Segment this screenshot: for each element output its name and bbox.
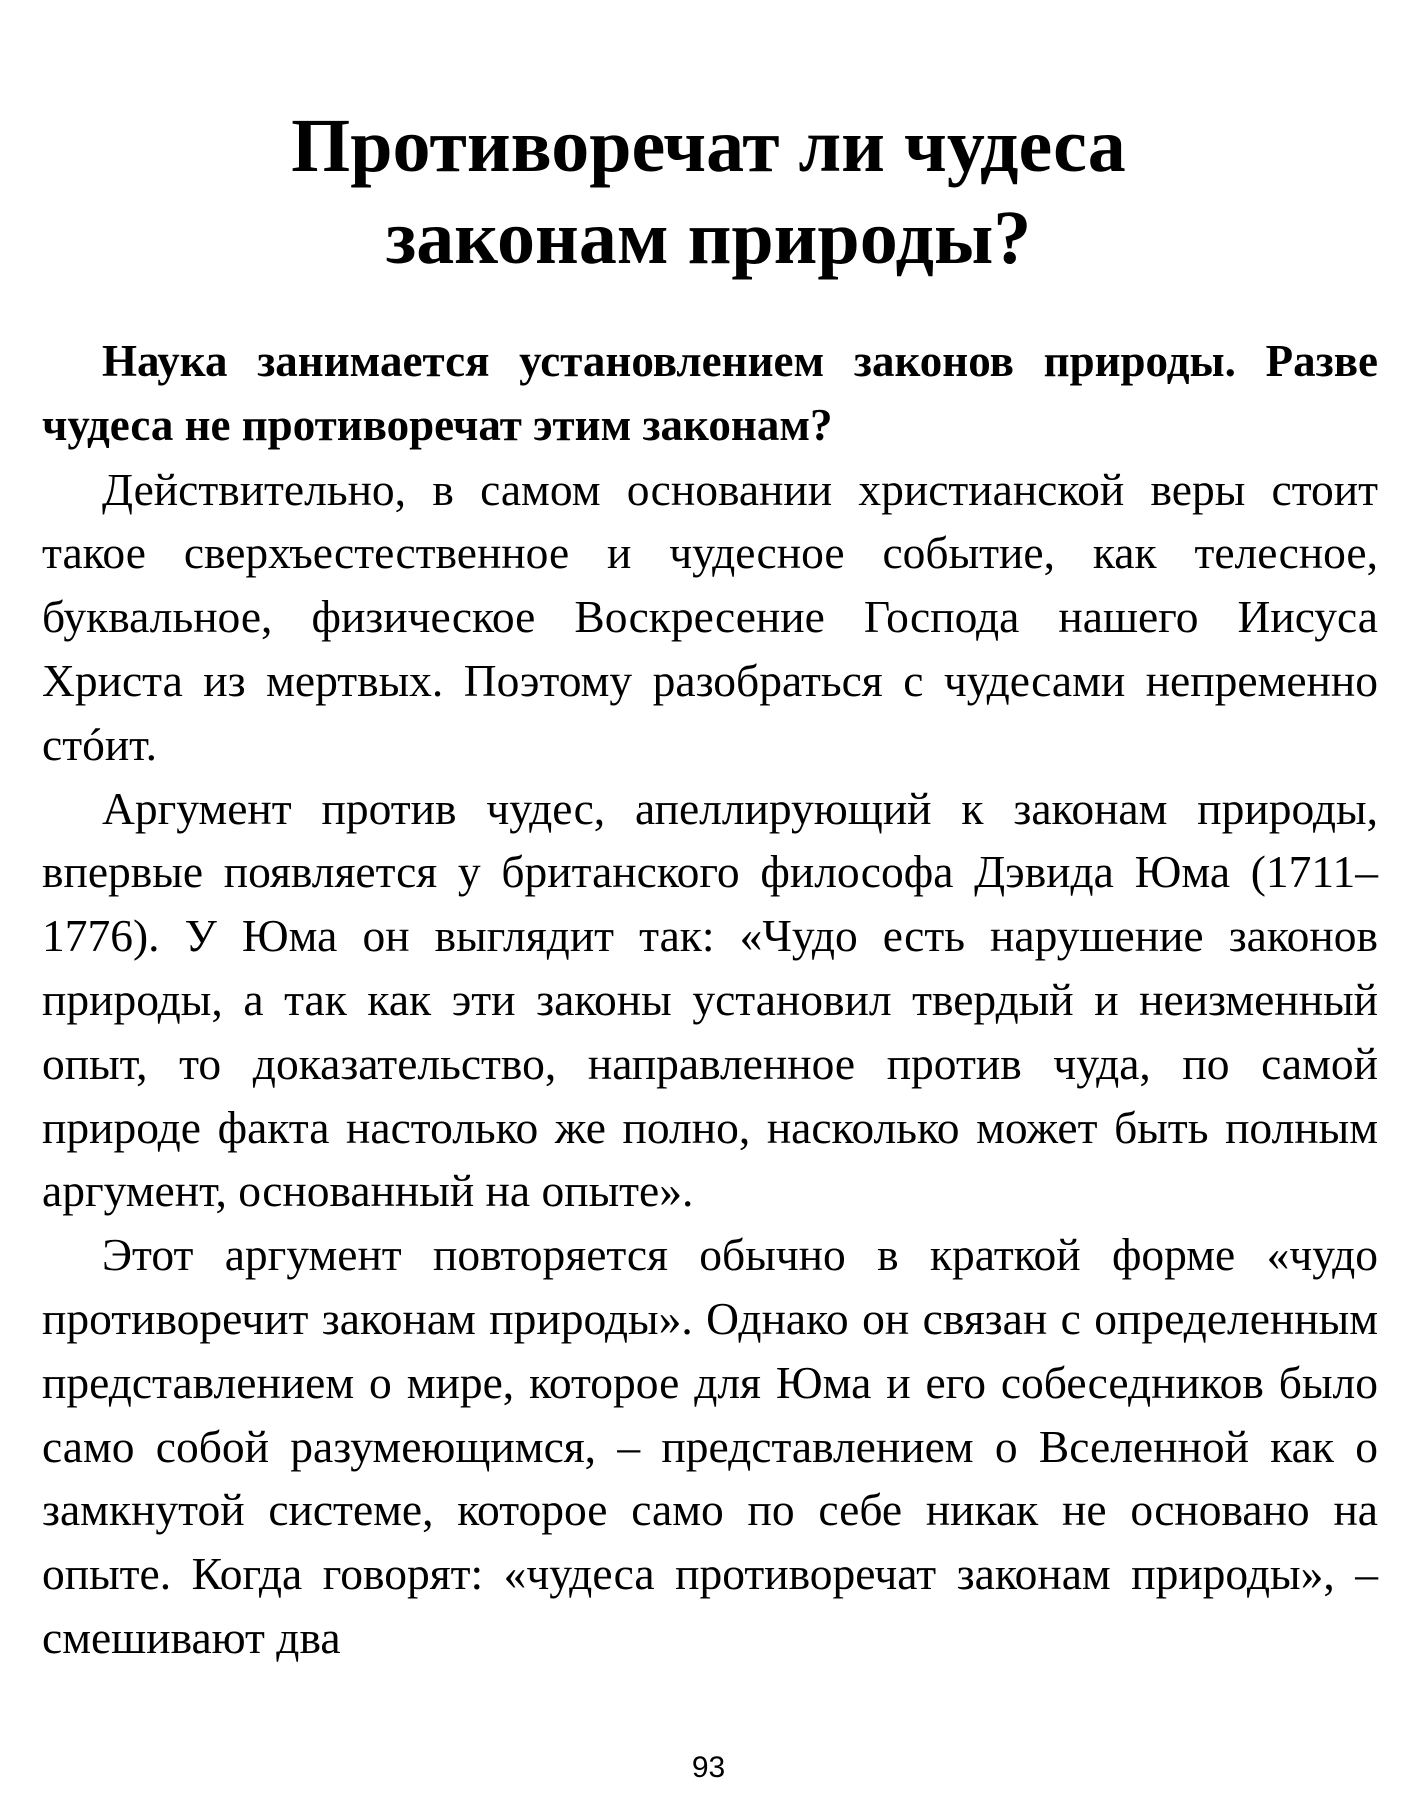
question-paragraph: Наука занимается установлением законов природы. Разве чудеса не противоречат этим законам?: [42, 336, 1378, 450]
page-number: 93: [691, 1751, 726, 1784]
paragraph-2: Аргумент против чудес, апеллирующий к законам природы, впервые появляется у британского философа Дэвида Юма (1711–1776). У Юма он выглядит так: «Чудо есть нарушение законов природы, а так как эти законы установил твердый и неизменный опыт, то доказательство, направленное против чуда, по самой природе факта настолько же полно, насколько может быть полным аргумент, основанный на опыте».: [42, 782, 1378, 1217]
chapter-title-line-1: Противоречат ли чудеса: [291, 104, 1126, 188]
chapter-title-line-2: законам природы?: [385, 196, 1032, 280]
body-text: [42, 330, 1378, 1670]
paragraph-3: Этот аргумент повторяется обычно в краткой форме «чудо противоречит законам природы». Однако он связан с определенным представлением о мире, которое для Юма и его собеседников было само собой разумеющимся, – представлением о Вселенной как о замкнутой системе, которое само по себе никак не основано на опыте. Когда говорят: «чудеса противоречат законам природы», – смешивают два: [42, 1229, 1378, 1663]
paragraph-1: Действительно, в самом основании христианской веры стоит такое сверхъестественное и чудесное событие, как телесное, буквальное, физическое Воскресение Господа нашего Иисуса Христа из мертвых. Поэтому разобраться с чудесами непременно стóит.: [42, 463, 1378, 770]
chapter-title: [0, 100, 1417, 284]
